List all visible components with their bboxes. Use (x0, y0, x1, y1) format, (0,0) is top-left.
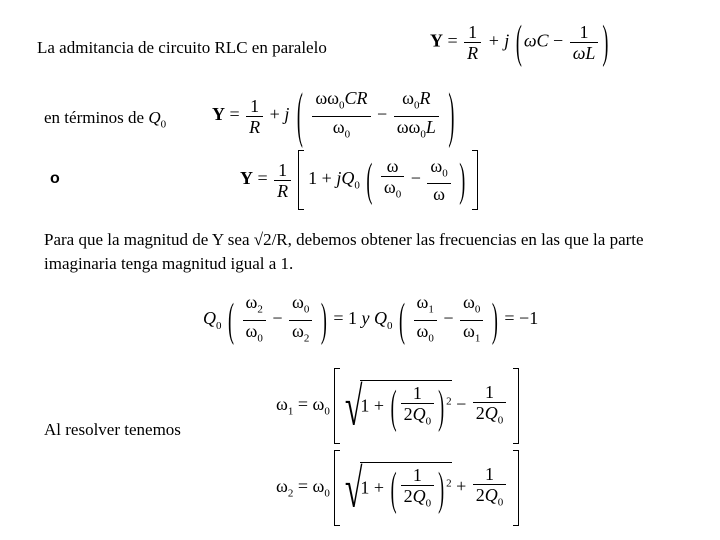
eq1-equals: = (447, 30, 458, 51)
eq1-plus-j: + j (487, 30, 510, 51)
eq2-den2: ωω (396, 116, 421, 137)
terms-label (44, 108, 166, 130)
terms-label-var: Q (148, 108, 161, 127)
eq1-frac-1-r (464, 22, 481, 63)
eq3-q: Q (341, 168, 355, 189)
eq1-r: R (467, 43, 479, 63)
eq1-minus: − (553, 30, 564, 51)
eq2-sub-b: 0 (344, 128, 351, 141)
eq2-sub-a: 0 (339, 99, 345, 112)
equation-conditions: $Q_0$ ( $\frac{\omega_2}{\omega_0}$ − $\frac{\omega_0}{\omega_2}$ ) = 1 y $Q_0$ ( $\frac{\omega_1}{\omega_0}$ − $\frac{\omega_0}{\omega_1}$ ) = −1 (203, 292, 539, 345)
eq3-w-den: ω (433, 184, 445, 205)
eq2-den1: ω (332, 116, 345, 137)
equation-q0-form: Y = $\frac{1}{R}$ + j ( $\frac{\omega\omega_0CR}{\omega_0}$ − $\frac{\omega_0R}{\omega\omega_0L}$ ) (212, 80, 455, 149)
eq1-frac-1-wl (570, 22, 599, 63)
eq4-left: = 1 (333, 308, 358, 329)
eq2-num1: ωω (315, 88, 340, 108)
equation-omega2: $\omega_2 = \omega_0$ √1 + ( $\frac{1}{2Q_0}$ ) $^2$ + $\frac{1}{2Q_0}$ (276, 450, 519, 526)
eq2-sub-c: 0 (413, 99, 420, 112)
eq2-sub-d: 0 (420, 128, 426, 141)
eq2-l2: L (425, 116, 436, 137)
eq2-r2: R (419, 88, 431, 108)
resolve-label: Al resolver tenemos (44, 420, 181, 439)
eq1-wl: ωL (572, 43, 596, 63)
eq1-num: 1 (570, 22, 599, 43)
paragraph: Para que la magnitud de Y sea √2/R, debemos obtener las frecuencias en las que la parte imaginaria tenga magnitud igual a 1. (44, 230, 644, 273)
eq3-sub: 0 (354, 179, 360, 192)
terms-label-text: en términos de (44, 108, 149, 127)
terms-label-sub: 0 (160, 118, 167, 131)
equation-q0-bracket: Y = $\frac{1}{R}$ $1 + jQ_0$ ( $\frac{\omega}{\omega_0}$ − $\frac{\omega_0}{\omega}$ ) (240, 150, 478, 210)
equation-admittance: Y = $\frac{1}{R}$ + j ( ωC − $\frac{1}{\omega L}$ ) (430, 15, 609, 68)
eq2-cr: CR (344, 88, 368, 108)
or-label: o (50, 170, 60, 187)
eq1-y: Y (430, 30, 443, 51)
eq4-y: y (361, 308, 370, 329)
eq1-one: 1 (464, 22, 481, 43)
eq1-omega-c: ωC (523, 30, 549, 51)
eq2-num2: ω (402, 88, 414, 108)
equation-omega1: $\omega_1 = \omega_0$ √1 + ( $\frac{1}{2Q_0}$ ) $^2$ − $\frac{1}{2Q_0}$ (276, 368, 519, 444)
intro-label: La admitancia de circuito RLC en paralelo (37, 38, 327, 57)
eq4-right: = −1 (504, 308, 539, 329)
eq3-w-num: ω (381, 156, 404, 177)
